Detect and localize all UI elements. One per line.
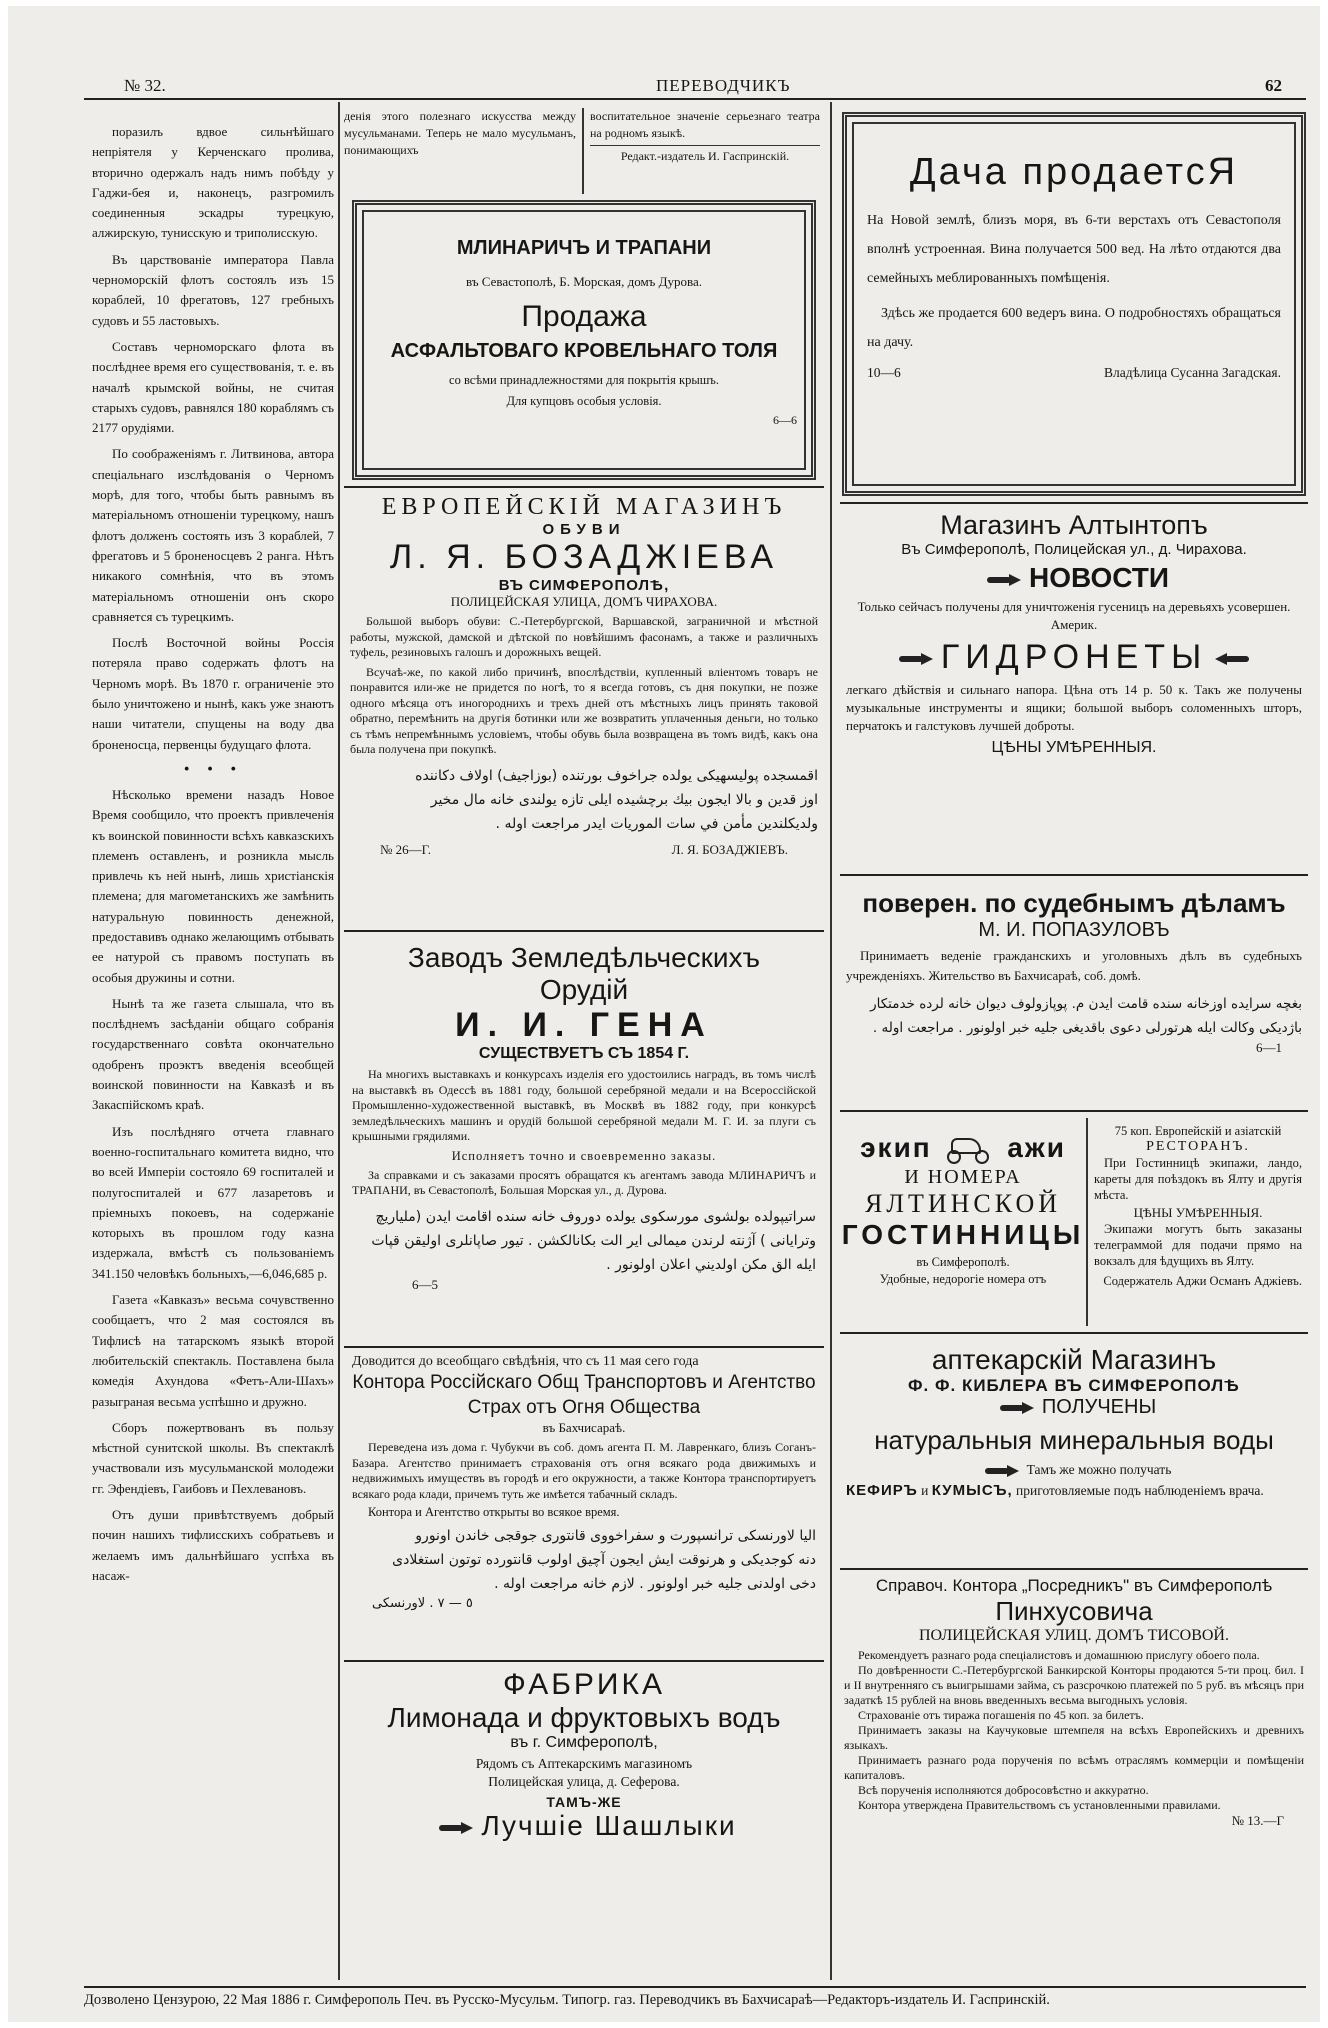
ad-text: При Гостинницѣ экипажи, ландо, кареты для поѣздокъ въ Ялту и другія мѣста. bbox=[1094, 1156, 1302, 1202]
newspaper-title: ПЕРЕВОДЧИКЪ bbox=[656, 76, 791, 95]
ad-text: За справками и съ заказами просятъ обращатся къ агентамъ завода МЛИНАРИЧЪ и ТРАПАНИ, въ Севастополѣ, Большая Морская ул., д. Дурова. bbox=[352, 1167, 816, 1197]
ad-text: Принимаетъ веденіе гражданскихъ и уголовныхъ дѣлъ въ судебныхъ учрежденіяхъ. Жительство въ Бахчисараѣ, соб. домѣ. bbox=[846, 948, 1302, 983]
ad-text: Всучаѣ-же, по какой либо причинѣ, впослѣдствіи, купленный вліентомъ товаръ не понравится или-же не придется по ногѣ, то я всегда готовъ, съ дня покупки, не позже одного мѣсяца отъ иногороднихъ и трехъ дней отъ мѣстныхъ лицъ принять таковой обратно, перемѣнить на другія ботинки или же возвратить уплаченныя деньги, но только съ тѣмъ непремѣннымъ условіемъ, чтобы обувь была возвращена въ томъ видѣ, какъ она была получена при покупкѣ. bbox=[350, 664, 818, 756]
ad-title: поверен. по судебнымъ дѣламъ bbox=[862, 888, 1286, 918]
hotel-left bbox=[840, 1118, 1086, 1326]
ad-number: ٥ — ٧ . لاورنسکی bbox=[372, 1596, 473, 1611]
ad-also: ТАМЪ-ЖЕ bbox=[546, 1794, 622, 1810]
ad-insurance-agency bbox=[344, 1354, 824, 1654]
ad-title: аптекарскій Магазинъ bbox=[931, 1344, 1217, 1375]
ad-text: Большой выборъ обуви: С.-Петербургской, Варшавской, заграничной и мѣстной работы, мужской, дамской и дѣтской по новѣйшимъ фасонамъ, а также и различныхъ туфель, резиновыхъ галошъ и дорожныхъ вещей. bbox=[350, 614, 818, 659]
newspaper-page bbox=[8, 6, 1320, 2022]
ad-dacha-for-sale bbox=[842, 112, 1306, 496]
ad-city: въ г. Симферополѣ, bbox=[510, 1734, 658, 1751]
ad-gena-factory bbox=[344, 938, 824, 1340]
ad-text: 75 коп. Европейскій и азіатскій bbox=[1114, 1124, 1282, 1138]
article-continuation bbox=[344, 108, 824, 194]
ad-altyntop-shop bbox=[840, 510, 1308, 868]
pointing-hand-icon bbox=[1215, 653, 1249, 665]
ad-name: И. И. ГЕНА bbox=[455, 1006, 713, 1044]
ad-city: въ Бахчисараѣ. bbox=[542, 1420, 626, 1435]
ad-text: Доводится до всеобщаго свѣдѣнія, что съ 11 мая сего года bbox=[352, 1354, 699, 1369]
ad-title: Магазинъ Алтынтопъ bbox=[940, 510, 1208, 540]
ad-since: СУЩЕСТВУЕТЪ СЪ 1854 Г. bbox=[478, 1045, 690, 1062]
article-paragraph: Нѣсколько времени назадъ Новое Время сообщило, что проектъ привлеченія къ воинской повинности всѣхъ кавказскихъ племенъ оставленъ, и розникла мысль привлечь къ ней нынѣ, лишь христіанскія племена; для магометанскихъ же замѣнить натуральную повинность денежной, предоставивъ однако желающимъ отбывать ее натурой съ правомъ поступать въ особыя дружины и сотни. bbox=[92, 786, 334, 985]
ad-text: Переведена изъ дома г. Чубукчи въ соб. домъ агента П. М. Лавренкаго, близъ Соганъ-Базара. Агентство принимаетъ страхованія отъ огня всякаго рода движимыхъ и недвижимыхъ имуществъ въ городѣ и его окружности, а также Контора транспортируетъ всякаго рода клади, причемъ туть же имѣется табачный складъ. bbox=[352, 1440, 816, 1501]
ad-city: ВЪ СИМФЕРОПОЛѢ, bbox=[498, 577, 670, 594]
ad-text: со всѣми принадлежностями для покрытія крышъ. bbox=[449, 373, 719, 387]
ad-text: Удобные, недорогіе номера отъ bbox=[879, 1271, 1047, 1286]
divider bbox=[840, 1110, 1308, 1112]
pointing-hand-icon bbox=[439, 1822, 473, 1834]
divider bbox=[840, 502, 1308, 504]
ad-subtitle: РЕСТОРАНЪ. bbox=[1146, 1139, 1250, 1154]
divider bbox=[344, 930, 824, 932]
ad-headline: Продажа bbox=[521, 300, 647, 333]
ad-title: МЛИНАРИЧЪ И ТРАПАНИ bbox=[456, 237, 712, 259]
ads-column-middle bbox=[344, 108, 824, 1980]
ad-text: Здѣсь же продается 600 ведеръ вина. О подробностяхъ обращаться на дачу. bbox=[867, 306, 1281, 350]
ad-text: Принимаетъ разнаго рода порученія по всѣмъ отраслямъ коммерціи и помѣщеніи капиталовъ. bbox=[844, 1753, 1304, 1782]
ad-lemonade-factory bbox=[344, 1668, 824, 1880]
divider bbox=[840, 1332, 1308, 1334]
article-end-right: воспитательное значеніе серьезнаго театра на родномъ языкѣ. Редакт.-издатель И. Гаспринскій. bbox=[590, 109, 820, 163]
ad-text: Всѣ порученія исполняются добросовѣстно и аккуратно. bbox=[858, 1783, 1149, 1797]
ad-name: Л. Я. БОЗАДЖІЕВА bbox=[389, 538, 779, 576]
ad-number: 6—6 bbox=[773, 413, 797, 427]
divider bbox=[344, 486, 824, 488]
ad-title: Заводъ Земледѣльческихъ bbox=[407, 942, 761, 973]
ad-number: № 26—Г. bbox=[380, 841, 431, 857]
ad-text: На многихъ выставкахъ и конкурсахъ изделія его удостоились наградъ, въ томъ числѣ на выставкѣ въ Одессѣ въ 1881 году, большой серебряной медали и на Всероссійской Промышленно-художественной выставкѣ, въ Москвѣ въ 1882 году, при конкурсѣ земледѣльческихъ машинъ и орудій большой серебряной медали М. Г. И. за плуги съ крышными грядилями. bbox=[352, 1067, 816, 1143]
ad-subtitle: ЯЛТИНСКОЙ bbox=[865, 1188, 1061, 1218]
pointing-hand-icon bbox=[985, 1465, 1019, 1477]
ad-footer bbox=[350, 842, 818, 858]
article-paragraph: Газета «Кавказъ» весьма сочувственно сообщаетъ, что 2 мая состоялся въ Тифлисѣ на татарскомъ языкѣ второй любительскій спектакль. Поставлена была комедія Ахундова «Фетъ-Али-Шахъ» разыграная весьма успѣшно и дружно. bbox=[92, 1292, 334, 1409]
article-paragraph: Составъ черноморскаго флота въ послѣднее время его существованія, т. е. въ началѣ крымской войны, не считая старыхъ судовъ, равнялся 180 кораблямъ съ 2177 орудіями. bbox=[92, 338, 334, 436]
ad-headline: Лучшіе Шашлыки bbox=[352, 1810, 816, 1842]
ad-address: въ Севастополѣ, Б. Морская, домъ Дурова. bbox=[466, 274, 702, 289]
ad-headline: ПОЛУЧЕНЫ bbox=[846, 1396, 1302, 1419]
pointing-hand-icon bbox=[987, 574, 1021, 586]
ad-text: По довѣренности С.-Петербургской Банкирской Конторы продаются 5-ти проц. бил. I и II внутренняго съ выигрышами займа, съ разсрочкою платежей по 5 руб. въ мѣсяцъ при задаткѣ 15 рублей на вновь введенныхъ весьма выгодныхъ условія. bbox=[844, 1663, 1304, 1707]
divider bbox=[840, 874, 1308, 876]
article-paragraph: Отъ души привѣтствуемъ добрый почин нашихъ тифлисскихъ собратьевъ и желаемъ имъ дальнѣйшаго успѣха въ насаж- bbox=[92, 1507, 334, 1583]
ad-name: М. И. ПОПАЗУЛОВЪ bbox=[978, 919, 1170, 941]
ad-text: Экипажи могутъ быть заказаны телеграммой для подачи прямо на вокзалъ для ѣдущихъ въ Ялту. bbox=[1094, 1222, 1302, 1268]
ad-text: Исполняетъ точно и своевременно заказы. bbox=[451, 1148, 717, 1163]
issue-number: № 32. bbox=[124, 76, 166, 95]
ad-name: Пинхусовича bbox=[995, 1596, 1153, 1626]
ad-product: АСФАЛЬТОВАГО КРОВЕЛЬНАГО ТОЛЯ bbox=[390, 340, 778, 362]
ad-product: натуральныя минеральныя воды bbox=[874, 1425, 1274, 1455]
ad-arabic-text: سراتيپولده بولشوى مورسکوی یولده دوروف خانه سنده اقامت ایدن (ملیاریچ وترايانى ) آژنته لرندن ميمالى اير الت بكانالكشن . تيور صاپانلرى اوليقن قپات ايله الق مكن اولديني اعلان اولونور . bbox=[371, 1208, 816, 1273]
divider bbox=[840, 1568, 1308, 1570]
ad-mlinarich-trapani bbox=[352, 200, 816, 480]
article-paragraph: Изъ послѣдняго отчета главнаго военно-госпитальнаго комитета видно, что во всей Имперіи состояло 69 госпиталей и полугоспиталей и 677 лазаретовъ и пріемныхъ покоевъ, на содержаніе которыхъ въ прошлом году казна издержала, вмѣстѣ съ пользованіемъ 341.150 человѣкъ больныхъ,—6,046,685 р. bbox=[92, 1123, 334, 1281]
ad-text: Рядомъ съ Аптекарскимъ магазиномъ bbox=[475, 1756, 693, 1771]
ad-subtitle: Лимонада и фруктовыхъ водъ bbox=[387, 1702, 781, 1733]
ad-posrednik-office bbox=[840, 1576, 1308, 1936]
hotel-right bbox=[1088, 1118, 1308, 1326]
ad-address: ПОЛИЦЕЙСКАЯ УЛИЦ. ДОМЪ ТИСОВОЙ. bbox=[919, 1627, 1229, 1644]
article-paragraph: По соображеніямъ г. Литвинова, автора спеціальнаго изслѣдованія о Черномъ морѣ, для того, чтобы быть равнымъ въ матеріальномъ отношеніи турецкому, нашъ флотъ долженъ состоять изъ 3 кораблей, 7 фрегатовъ и 5 броненосцевъ 2 ранга. Нѣтъ никакого сомнѣнія, что въ этомъ матеріальномъ отношеніи онъ скоро сравняется съ турецкимъ. bbox=[92, 446, 334, 624]
ad-text: Страхованіе отъ тиража погашенія по 45 коп. за билетъ. bbox=[858, 1708, 1144, 1722]
ad-lawyer-popazulov bbox=[840, 882, 1308, 1104]
ad-text: Для купцовъ особыя условія. bbox=[506, 394, 662, 408]
ad-subtitle: ОБУВИ bbox=[542, 521, 626, 538]
article-paragraph: поразилъ вдвое сильнѣйшаго непріятеля у Керченскаго пролива, вторично одержалъ надъ нимъ побѣду у Гаджи-бея и, наконецъ, разгромилъ соединенныя эскадры турецкую, алжирскую, тунисскую и триполисскую. bbox=[92, 124, 334, 241]
ad-text: Рекомендуетъ разнаго рода спеціалистовъ и домашнюю прислугу обоего пола. bbox=[858, 1648, 1260, 1662]
carriage-icon bbox=[941, 1134, 997, 1166]
ad-text: Тамъ же можно получать bbox=[846, 1462, 1302, 1478]
ad-text: Контора утверждена Правительствомъ съ установленными правилами. bbox=[858, 1798, 1221, 1812]
ad-text: Только сейчасъ получены для уничтоженія гусеницъ на деревьяхъ усовершен. Америк. bbox=[857, 599, 1291, 632]
ad-signature: Л. Я. БОЗАДЖІЕВЪ. bbox=[671, 841, 788, 857]
page-footer: Дозволено Цензурою, 22 Мая 1886 г. Симферополь Печ. въ Русско-Мусульм. Типогр. газ. Переводчикъ въ Бахчисараѣ—Редакторъ-издатель И. Гаспринскій. bbox=[84, 1986, 1306, 2014]
ad-title: Контора Россійскаго Общ Транспортовъ и Агентство Страх отъ Огня Общества bbox=[352, 1372, 816, 1418]
ad-owner: Ф. Ф. КИБЛЕРА ВЪ СИМФЕРОПОЛѢ bbox=[908, 1376, 1240, 1395]
ad-text: Полицейская улица, д. Сеферова. bbox=[488, 1774, 680, 1789]
ad-text: легкаго дѣйствія и сильнаго напора. Цѣна отъ 14 р. 50 к. Такъ же получены музыкальные инструменты и ящики; большой выборъ соломенныхъ шторъ, перчатокъ и галстуковъ лучшей доброты. bbox=[846, 682, 1302, 733]
ad-city: въ Симферополѣ. bbox=[916, 1254, 1010, 1269]
pointing-hand-icon bbox=[1000, 1402, 1034, 1414]
article-paragraph: Послѣ Восточной войны Россія потеряла право содержать флотъ на Черномъ морѣ. Въ 1870 г. ограниченіе это было уничтожено и нынѣ, какъ уже знаютъ наши читатели, спущены на воду два броненосца, первенцы будущаго флота. bbox=[92, 635, 334, 752]
article-end-left: денія этого полезнаго искусства между мусульманами. Теперь не мало мусульманъ, понимающихъ bbox=[344, 109, 576, 157]
ad-subtitle: И НОМЕРА bbox=[904, 1165, 1022, 1188]
ad-arabic-text: بغچه سرايده اوزخانه سنده قامت ایدن م. پوپازولوف دیوان خانه لرده خدمتکار باژدیکی وکالت ایله هرتورلی دعوی باقدیغی جلیه خبر اولونور . مراجعت اوله . bbox=[870, 996, 1302, 1036]
ad-number: 6—5 bbox=[412, 1276, 438, 1292]
ad-headline: НОВОСТИ bbox=[846, 562, 1302, 594]
column-divider bbox=[338, 102, 340, 1980]
article-column bbox=[92, 122, 334, 1972]
ad-text: На Новой землѣ, близъ моря, въ 6-ти верстахъ отъ Севастополя вполнѣ устроенная. Вина получается 500 вед. На лѣто отдаются два семейныхъ меблированныхъ помѣщенія. bbox=[867, 213, 1281, 286]
ad-number: № 13.—Г bbox=[1231, 1813, 1284, 1828]
ad-footer bbox=[867, 365, 1281, 381]
ad-yalta-hotel bbox=[840, 1118, 1308, 1326]
ad-address: ПОЛИЦЕЙСКАЯ УЛИЦА, ДОМЪ ЧИРАХОВА. bbox=[450, 594, 718, 609]
ad-title: ЕВРОПЕЙСКІЙ МАГАЗИНЪ bbox=[381, 494, 787, 520]
column-divider bbox=[830, 102, 832, 1980]
ad-text: Контора и Агентство открыты во всякое время. bbox=[368, 1505, 620, 1519]
ad-kibler-pharmacy bbox=[840, 1340, 1308, 1562]
page-number: 62 bbox=[1265, 76, 1282, 95]
article-paragraph: Въ царствованіе императора Павла черноморскій флотъ состоялъ изъ 15 кораблей, 10 фрегатовъ, 127 гребныхъ судовъ и 55 ластовыхъ. bbox=[92, 251, 334, 328]
ad-text: Принимаетъ заказы на Каучуковые штемпеля на всѣхъ Европейскихъ и древнихъ языкахъ. bbox=[844, 1723, 1304, 1752]
ad-title: Орудій bbox=[539, 974, 629, 1005]
ad-arabic-text: الیا لاورنسکی ترانسپورت و سفراخووی قانتوری جوقجی خاندن اونورو دنه کوجدیکی و هرنوقت ایش ایجون آچیق اولوب قانتورده توتون استغلادی دخی اولدنی جلیه خبر اولونور . لازم خانه مراجعت اوله . bbox=[392, 1528, 816, 1592]
ad-title: ФАБРИКА bbox=[503, 1668, 665, 1701]
ad-title: Дача продаетсЯ bbox=[909, 151, 1239, 193]
ad-prices: ЦѢНЫ УМѢРЕННЫЯ. bbox=[1133, 1205, 1263, 1220]
divider bbox=[344, 1346, 824, 1348]
ad-bozadzhiev-shoes bbox=[344, 494, 824, 924]
ad-prices: ЦѢНЫ УМѢРЕННЫЯ. bbox=[991, 739, 1157, 756]
ad-title: экип ажи bbox=[840, 1132, 1086, 1166]
ad-number: 10—6 bbox=[867, 365, 901, 380]
ad-number: 6—1 bbox=[1256, 1040, 1282, 1055]
ad-address: Въ Симферополѣ, Полицейская ул., д. Чирахова. bbox=[901, 541, 1247, 558]
column-divider bbox=[582, 108, 584, 194]
ad-title: ГОСТИННИЦЫ bbox=[841, 1218, 1085, 1250]
pointing-hand-icon bbox=[899, 653, 933, 665]
ad-text: КЕФИРЪ и КУМЫСЪ, приготовляемые подъ наблюденіемъ врача. bbox=[846, 1482, 1264, 1499]
ad-signature: Содержатель Аджи Османъ Аджіевъ. bbox=[1103, 1274, 1302, 1288]
ad-title: Справоч. Контора „Посредникъ" въ Симферополѣ bbox=[875, 1576, 1273, 1595]
page-header bbox=[84, 70, 1306, 100]
ad-signature: Владѣлица Сусанна Загадская. bbox=[1104, 365, 1281, 380]
article-paragraph: Нынѣ та же газета слышала, что въ послѣднемъ засѣданіи общаго собранія государственнаго совѣта окончательно одобренъ проэктъ введенія всеобщей воинской повинности на Кавказѣ и въ Закаспійскомъ краѣ. bbox=[92, 995, 334, 1113]
ads-column-right bbox=[840, 108, 1308, 1980]
ad-headline: ГИДРОНЕТЫ bbox=[846, 638, 1302, 677]
ad-arabic-text: اقمسجده پولیسهیکی یولده جراخوف بورتنده (بوزاجیف) اولاف دكاننده اوز قدين و بالا ايجون بيك برچشيده ايلى تازه يولندى خانه مال مخير ولديكلندين مأمن في سات الموريات ايدر مراجعت اوله . bbox=[415, 767, 818, 832]
divider bbox=[344, 1660, 824, 1662]
section-separator: ∙ ∙ ∙ bbox=[183, 760, 243, 777]
article-paragraph: Сборъ пожертвованъ въ пользу мѣстной сунитской школы. Въ спектаклѣ участвовали изъ мусульманской молодежи гг. Эфендіевъ, Гаибовъ и Пехлевановъ. bbox=[92, 1419, 334, 1496]
editor-signature: Редакт.-издатель И. Гаспринскій. bbox=[590, 145, 820, 165]
